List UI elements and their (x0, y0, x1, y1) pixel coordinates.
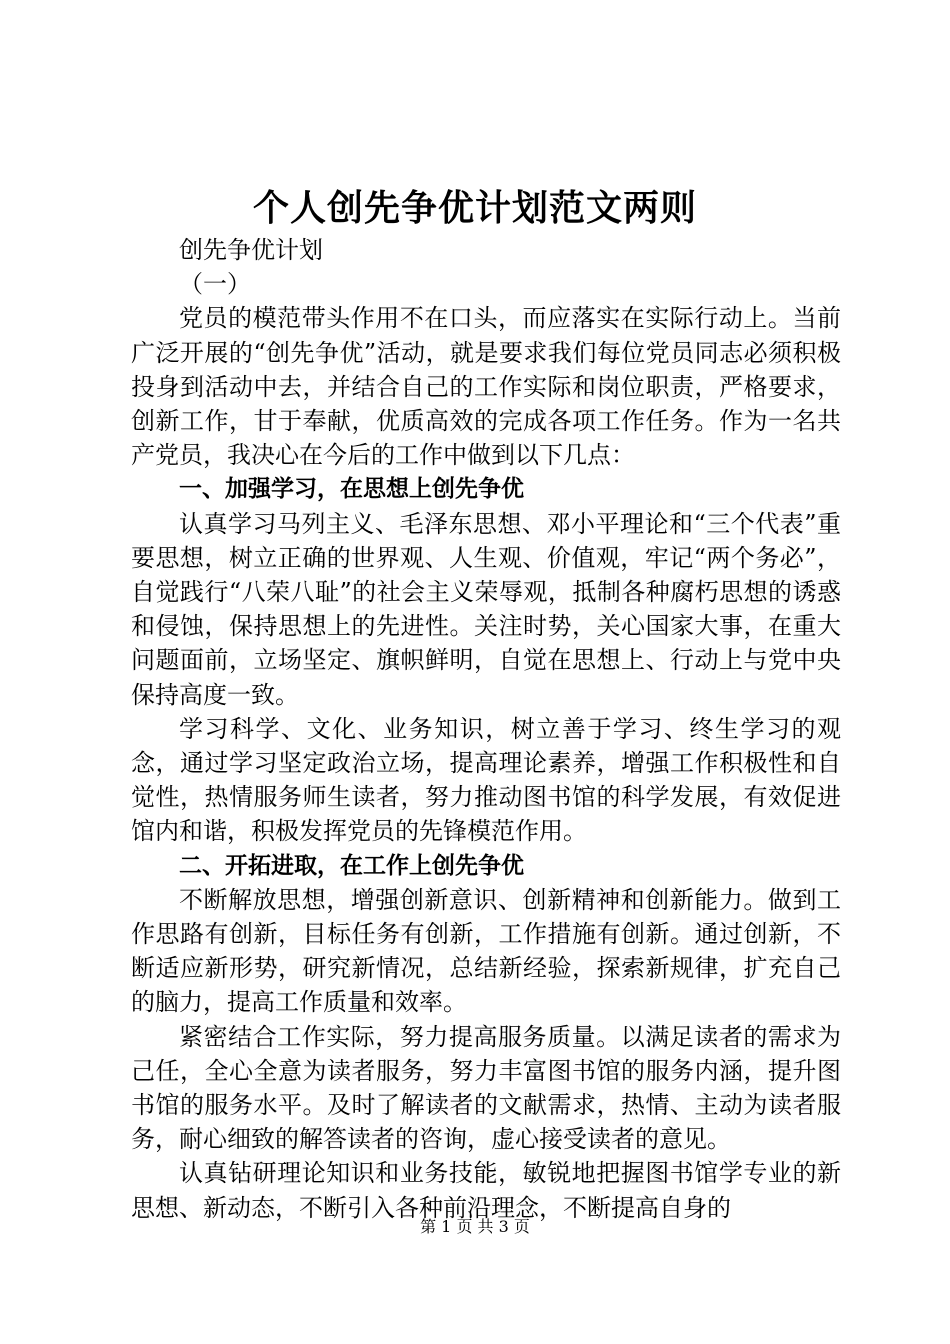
body-paragraph: 认真学习马列主义、毛泽东思想、邓小平理论和“三个代表”重要思想，树立正确的世界观、人生观、价值观，牢记“两个务必”，自觉践行“八荣八耻”的社会主义荣辱观，抵制各种腐朽思想的诱惑和侵蚀，保持思想上的先进性。关注时势，关心国家大事，在重大问题面前，立场坚定、旗帜鲜明，自觉在思想上、行动上与党中央保持高度一致。 (131, 509, 841, 709)
section-marker: （一） (179, 270, 251, 299)
section-heading-2: 二、开拓进取，在工作上创先争优 (179, 852, 524, 879)
subtitle: 创先争优计划 (179, 236, 323, 264)
document-body (131, 233, 841, 1225)
page-footer: 第 1 页 共 3 页 (420, 1217, 530, 1236)
section-heading-1: 一、加强学习，在思想上创先争优 (179, 476, 524, 503)
body-paragraph: 认真钻研理论知识和业务技能，敏锐地把握图书馆学专业的新思想、新动态，不断引入各种前沿理念，不断提高自身的 (131, 1159, 841, 1222)
body-paragraph: 不断解放思想，增强创新意识、创新精神和创新能力。做到工作思路有创新，目标任务有创新，工作措施有创新。通过创新，不断适应新形势，研究新情况，总结新经验，探索新规律，扩充自己的脑力，提高工作质量和效率。 (131, 885, 841, 1017)
document-title: 个人创先争优计划范文两则 (252, 188, 697, 229)
body-paragraph: 紧密结合工作实际，努力提高服务质量。以满足读者的需求为己任，全心全意为读者服务，努力丰富图书馆的服务内涵，提升图书馆的服务水平。及时了解读者的文献需求，热情、主动为读者服务，耐心细致的解答读者的咨询，虚心接受读者的意见。 (131, 1022, 841, 1154)
body-paragraph: 学习科学、文化、业务知识，树立善于学习、终生学习的观念，通过学习坚定政治立场，提高理论素养，增强工作积极性和自觉性，热情服务师生读者，努力推动图书馆的科学发展，有效促进馆内和谐，积极发挥党员的先锋模范作用。 (131, 714, 841, 846)
intro-paragraph: 党员的模范带头作用不在口头，而应落实在实际行动上。当前广泛开展的“创先争优”活动，就是要求我们每位党员同志必须积极投身到活动中去，并结合自己的工作实际和岗位职责，严格要求，创新工作，甘于奉献，优质高效的完成各项工作任务。作为一名共产党员，我决心在今后的工作中做到以下几点： (131, 304, 841, 470)
